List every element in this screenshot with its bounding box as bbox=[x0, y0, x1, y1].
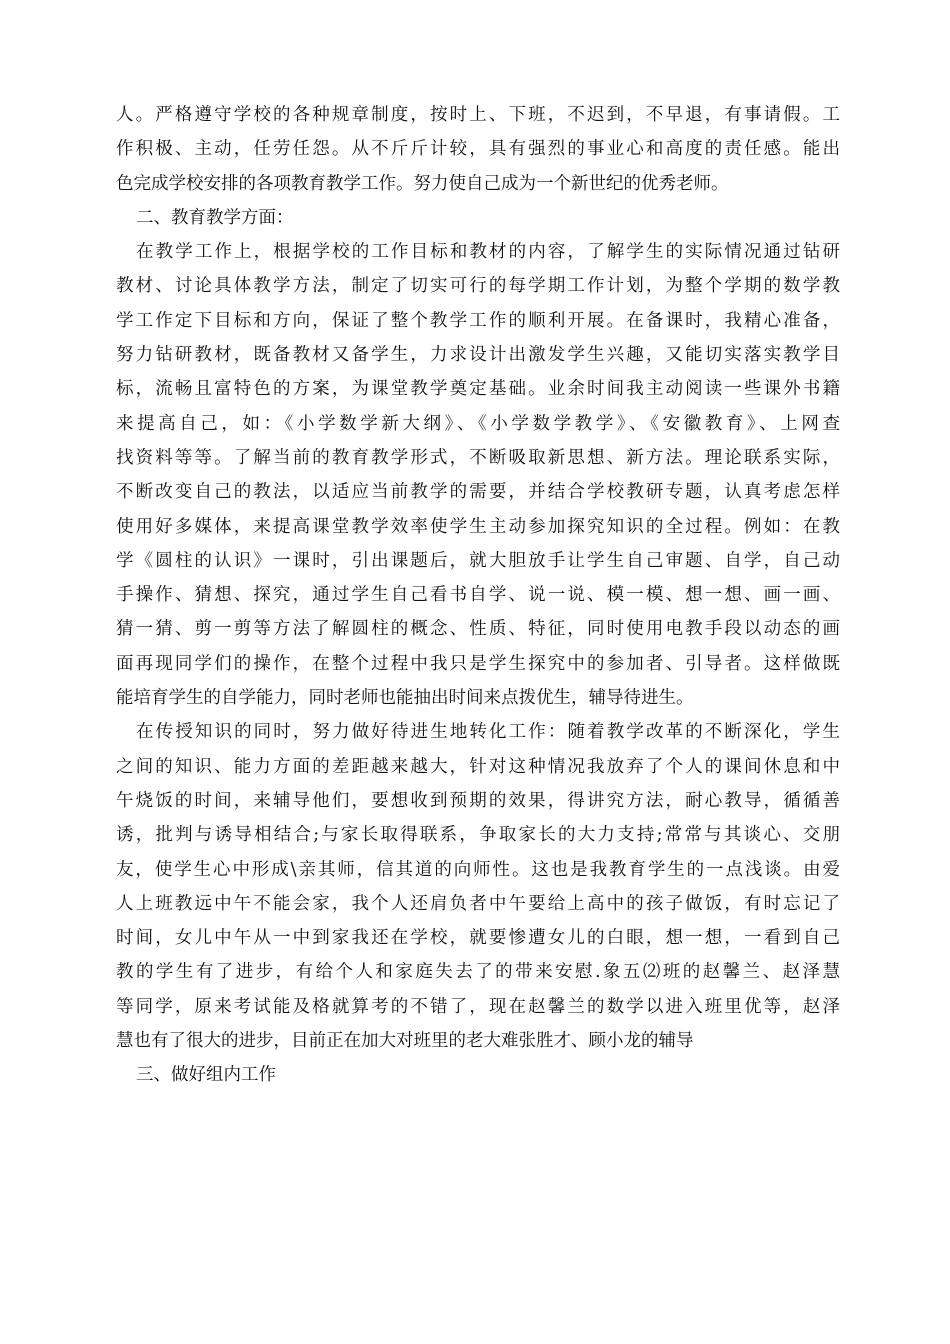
text-line: 作积极、主动，任劳任怨。从不斤斤计较，具有强烈的事业心和高度的责任感。能出 bbox=[116, 139, 840, 160]
text-line: 努力钻研教材，既备教材又备学生，力求设计出激发学生兴趣，又能切实落实教学目 bbox=[116, 345, 840, 366]
text-line: 人上班教远中午不能会家，我个人还肩负者中午要给上高中的孩子做饭，有时忘记了 bbox=[116, 893, 840, 914]
heading-line: 二、教育教学方面： bbox=[136, 207, 294, 228]
text-line: 之间的知识、能力方面的差距越来越大，针对这种情况我放弃了个人的课间休息和中 bbox=[116, 756, 840, 777]
text-line: 诱，批判与诱导相结合;与家长取得联系，争取家长的大力支持;常常与其谈心、交朋 bbox=[116, 825, 840, 846]
heading-line: 三、做好组内工作 bbox=[136, 1065, 276, 1086]
section-heading-group-work bbox=[116, 1058, 840, 1092]
paragraph-conduct bbox=[116, 98, 840, 201]
text-line: 标，流畅且富特色的方案，为课堂教学奠定基础。业余时间我主动阅读一些课外书籍 bbox=[116, 379, 840, 400]
text-line: 午烧饭的时间，来辅导他们，要想收到预期的效果，得讲究方法，耐心教导，循循善 bbox=[116, 790, 840, 811]
text-line: 学工作定下目标和方向，保证了整个教学工作的顺利开展。在备课时，我精心准备， bbox=[116, 310, 840, 331]
text-line: 人。严格遵守学校的各种规章制度，按时上、下班，不迟到，不早退，有事请假。工 bbox=[116, 105, 840, 125]
text-line: 使用好多媒体，来提高课堂教学效率使学生主动参加探究知识的全过程。例如：在教 bbox=[116, 516, 840, 537]
section-heading-teaching bbox=[116, 201, 840, 235]
text-line: 不断改变自己的教法，以适应当前教学的需要，并结合学校教研专题，认真考虑怎样 bbox=[116, 482, 840, 503]
text-line: 色完成学校安排的各项教育教学工作。努力使自己成为一个新世纪的优秀老师。 bbox=[116, 173, 729, 194]
text-line: 找资料等等。了解当前的教育教学形式，不断吸取新思想、新方法。理论联系实际， bbox=[116, 447, 840, 468]
text-line: 在传授知识的同时，努力做好待进生地转化工作：随着教学改革的不断深化，学生 bbox=[136, 722, 840, 743]
text-line: 面再现同学们的操作，在整个过程中我只是学生探究中的参加者、引导者。这样做既 bbox=[116, 653, 840, 674]
paragraph-struggling-students bbox=[116, 715, 840, 1058]
text-line: 来提高自己，如：《小学数学新大纲》、《小学数学教学》、《安徽教育》、上网查 bbox=[116, 413, 840, 434]
paragraph-teaching-work bbox=[116, 235, 840, 715]
text-line: 慧也有了很大的进步，目前正在加大对班里的老大难张胜才、顾小龙的辅导 bbox=[116, 1031, 694, 1052]
text-line: 学《圆柱的认识》一课时，引出课题后，就大胆放手让学生自己审题、自学，自己动 bbox=[116, 550, 840, 571]
text-line: 能培育学生的自学能力，同时老师也能抽出时间来点拨优生，辅导待进生。 bbox=[116, 688, 694, 709]
text-line: 等同学，原来考试能及格就算考的不错了，现在赵馨兰的数学以进入班里优等，赵泽 bbox=[116, 996, 840, 1017]
text-line: 手操作、猜想、探究，通过学生自己看书自学、说一说、模一模、想一想、画一画、 bbox=[116, 585, 840, 606]
document-body bbox=[116, 98, 840, 1093]
text-line: 教材、讨论具体教学方法，制定了切实可行的每学期工作计划，为整个学期的数学教 bbox=[116, 276, 840, 297]
text-line: 猜一猜、剪一剪等方法了解圆柱的概念、性质、特征，同时使用电教手段以动态的画 bbox=[116, 619, 840, 640]
text-line: 教的学生有了进步，有给个人和家庭失去了的带来安慰.象五⑵班的赵馨兰、赵泽慧 bbox=[116, 962, 840, 983]
text-line: 时间，女儿中午从一中到家我还在学校，就要惨遭女儿的白眼，想一想，一看到自己 bbox=[116, 928, 840, 949]
text-line: 在教学工作上，根据学校的工作目标和教材的内容，了解学生的实际情况通过钻研 bbox=[136, 242, 840, 263]
text-line: 友，使学生心中形成\亲其师，信其道的向师性。这也是我教育学生的一点浅谈。由爱 bbox=[116, 859, 840, 880]
